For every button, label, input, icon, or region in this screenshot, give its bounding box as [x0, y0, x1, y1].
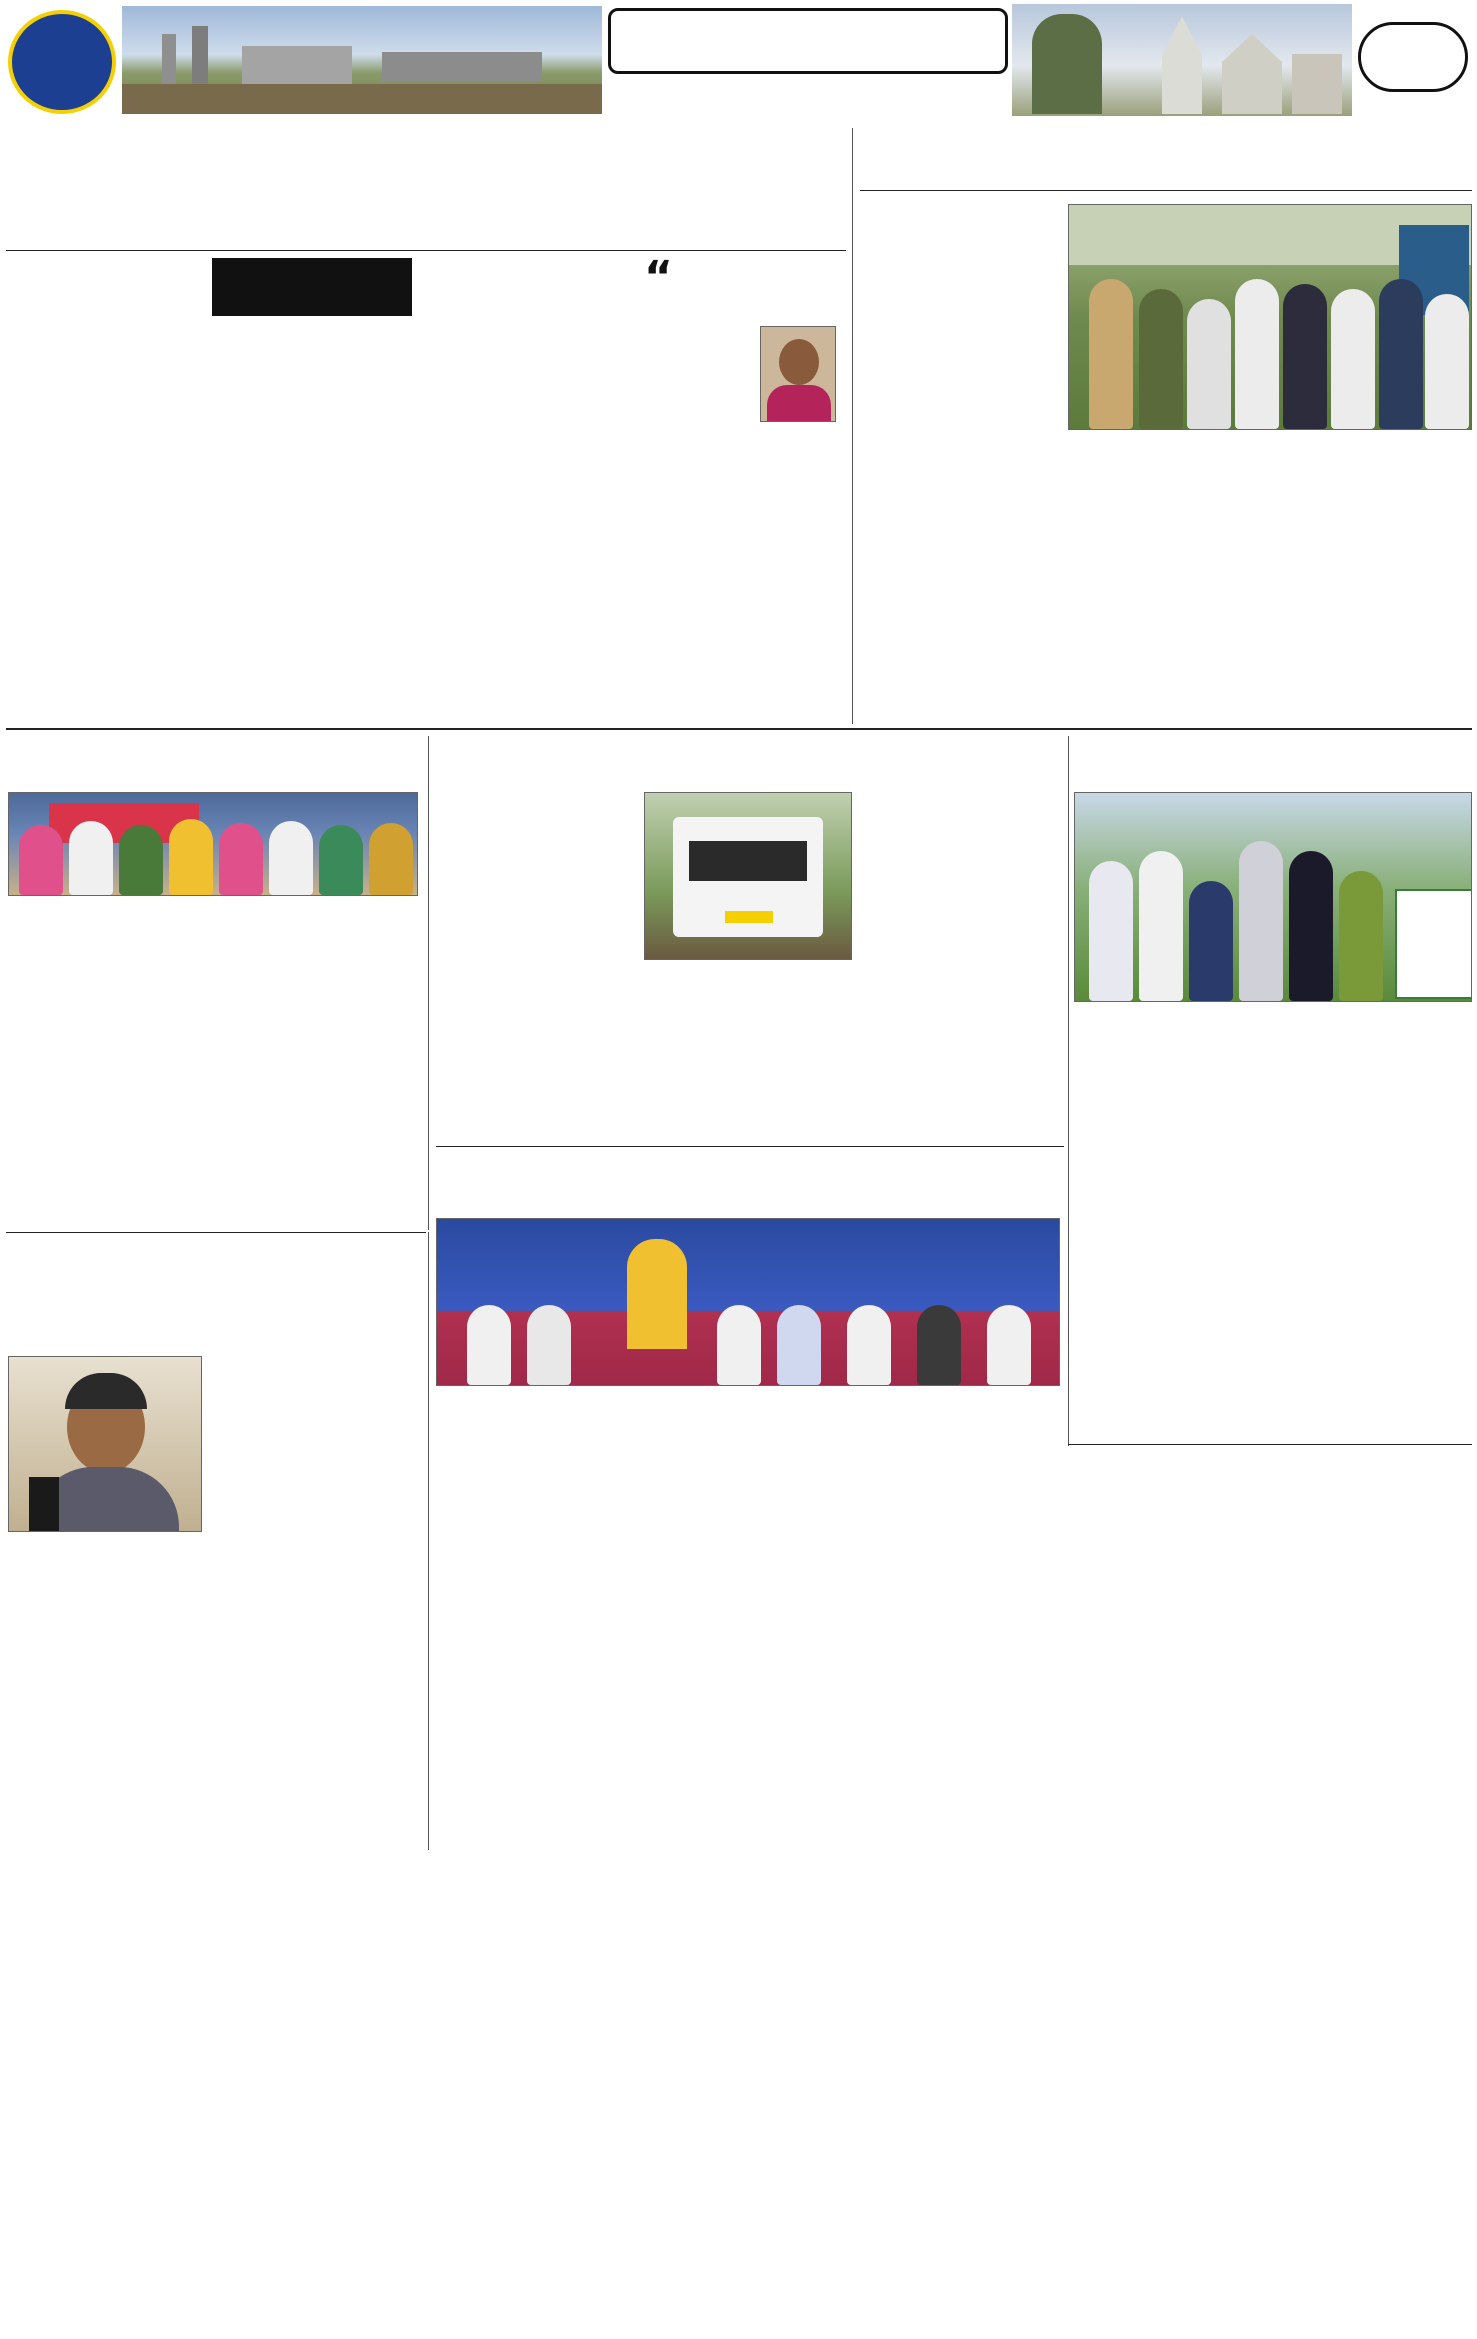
s8-block — [1068, 1448, 1472, 1628]
s3-event-photo — [8, 792, 418, 896]
s6-body-col1 — [436, 1432, 640, 1630]
s4-body-col3 — [858, 792, 1064, 1144]
s1-body-col3 — [424, 262, 634, 724]
s7-body-col2 — [212, 1356, 422, 1848]
rule — [1068, 1444, 1472, 1445]
s4-body-col1-cont — [436, 996, 848, 1144]
rule — [6, 728, 1472, 730]
s6-body-col2 — [648, 1410, 852, 1630]
anniversary-badge — [8, 10, 116, 114]
s6-meeting-photo — [436, 1218, 1060, 1386]
column-rule — [1068, 736, 1069, 1446]
rule — [436, 1146, 1064, 1147]
column-rule — [428, 1232, 429, 1850]
s5-body-col1 — [1074, 1030, 1272, 1440]
s6-body-col3 — [858, 1410, 1064, 1630]
s1-quote-body-cont — [644, 604, 840, 724]
s1-body-col2 — [212, 376, 412, 724]
s1-quote-mark: “ — [644, 252, 673, 303]
s7-body-col1 — [8, 1578, 202, 1848]
page-number-box — [1358, 22, 1468, 92]
rule — [6, 250, 846, 251]
s2-body-col3 — [1274, 436, 1472, 726]
s7-lyricist-photo — [8, 1356, 202, 1532]
s5-plantation-photo — [1074, 792, 1472, 1002]
s1-box — [212, 258, 412, 372]
masthead — [0, 0, 1477, 120]
column-rule — [852, 128, 853, 724]
s1-body-col1 — [8, 284, 198, 724]
s3-body-col2 — [218, 920, 422, 1228]
masthead-landscape-image — [122, 6, 602, 114]
s1-box-sub — [212, 316, 412, 372]
s4-ambulance-photo — [644, 792, 852, 960]
s2-body-col2 — [1068, 436, 1264, 726]
s4-body-col1 — [436, 812, 640, 990]
rule — [6, 1232, 426, 1233]
s1-quote-author — [644, 530, 840, 600]
s1-quote-body — [644, 262, 840, 522]
section-title-box — [608, 8, 1008, 74]
s2-plantation-photo — [1068, 204, 1472, 430]
column-rule — [428, 736, 429, 1230]
rule — [860, 190, 1472, 191]
s1-box-head — [212, 258, 412, 316]
s3-body-col1 — [8, 942, 208, 1228]
s2-body-col1 — [862, 220, 1062, 630]
masthead-temple-image — [1012, 4, 1352, 116]
s5-body-col2 — [1278, 1008, 1472, 1440]
